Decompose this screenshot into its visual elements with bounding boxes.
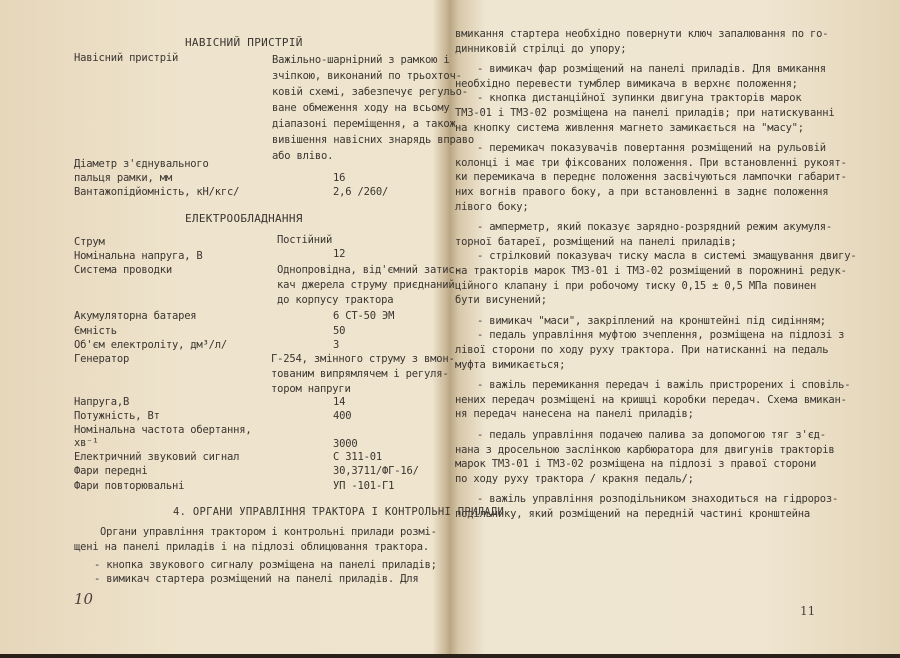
- right-text-line: бути висунений;: [455, 294, 547, 307]
- right-text-line: подільнику, який розміщений на передній частині кронштейна: [455, 508, 811, 520]
- bottom-shadow: [0, 654, 900, 658]
- spec-value: С 311-01: [333, 451, 382, 463]
- spec-label: Вантажопідйомність, кН/кгс/: [74, 186, 240, 198]
- page-number-left: 10: [74, 590, 94, 608]
- right-text-line: - вимикач "маси", закріплений на кронштейні під сидінням;: [477, 314, 826, 327]
- spec-value: 400: [333, 410, 352, 422]
- wiring-value-line: Однопровідна, від'ємний затис-: [277, 264, 461, 276]
- hinge-value-line: діапазоні переміщення, а також: [272, 118, 456, 130]
- generator-value-line: тованим випрямлячем і регуля-: [271, 368, 449, 380]
- wiring-value-line: до корпусу трактора: [277, 294, 394, 306]
- spec-label: Фари передні: [74, 465, 148, 477]
- right-text-line: - перемикач показувачів повертання розміщений на рульовій: [477, 142, 826, 155]
- spec-value: 50: [333, 325, 346, 337]
- spec-label: Потужність, Вт: [74, 410, 160, 422]
- right-text-line: вмикання стартера необхідно повернути ключ запалювання по го-: [455, 28, 829, 40]
- right-text-line: ки перемикача в переднє положення засвічуються лампочки габарит-: [455, 171, 847, 184]
- right-text-line: - педаль управління подачею палива за допомогою тяг з'єд-: [477, 429, 826, 441]
- right-text-line: лівого боку;: [455, 200, 529, 213]
- right-text-line: по ходу руху трактора / кракня педаль/;: [455, 472, 694, 485]
- hinge-value-line: або вліво.: [272, 150, 334, 162]
- page-number-right: 11: [800, 604, 816, 618]
- right-text-line: необхідно перевести тумблер вимикача в верхнє положення;: [455, 77, 798, 90]
- right-text-line: торної батареї, розміщений на панелі приладів;: [455, 235, 737, 248]
- right-text-line: ційного клапану і при робочому тиску 0,15 ± 0,5 МПа повинен: [455, 279, 817, 292]
- right-text-line: - вимикач фар розміщений на панелі приладів. Для вмикання: [477, 63, 826, 76]
- spec-label: Напруга,В: [74, 396, 130, 408]
- generator-value-line: тором напруги: [271, 383, 351, 395]
- spec-label: Генератор: [74, 353, 130, 365]
- spec-label: Діаметр з'єднувального: [74, 158, 209, 170]
- wiring-value-line: кач джерела струму приєднаний: [277, 279, 455, 291]
- electrical-heading: ЕЛЕКТРООБЛАДНАННЯ: [185, 212, 303, 225]
- spec-value: УП -101-Г1: [333, 480, 395, 492]
- spec-label: Електричний звуковий сигнал: [74, 451, 240, 463]
- right-text-line: муфта вимикається;: [455, 358, 566, 371]
- spec-value: 3: [333, 339, 340, 351]
- spec-label: Фари повторювальні: [74, 480, 185, 492]
- right-text-line: ня передач нанесена на панелі приладів;: [455, 408, 694, 421]
- hinge-value-line: ване обмеження ходу на всьому: [272, 102, 450, 114]
- controls-bullet: - кнопка звукового сигналу розміщена на панелі приладів;: [94, 559, 437, 571]
- spec-label: Акумуляторна батарея: [74, 310, 197, 322]
- right-text-line: нана з дросельною заслінкою карбюратора для двигунів тракторів: [455, 443, 835, 456]
- right-text-line: нених передач розміщені на кришці коробки передач. Схема вмикан-: [455, 393, 847, 406]
- right-text-line: - педаль управління муфтою зчеплення, розміщена на підлозі з: [477, 329, 845, 342]
- spec-label: Ємність: [74, 325, 117, 337]
- controls-heading: 4. ОРГАНИ УПРАВЛІННЯ ТРАКТОРА І КОНТРОЛЬНІ ПРИЛАДИ: [173, 506, 505, 518]
- hinge-heading: НАВІСНИЙ ПРИСТРІЙ: [185, 36, 303, 49]
- right-text-line: колонці і має три фіксованих положення. При встановленні рукоят-: [455, 156, 847, 169]
- spec-label: Номінальна частота обертання,: [74, 424, 252, 436]
- spec-label: Система проводки: [74, 264, 172, 276]
- spec-value: 30,3711/ФГ-16/: [333, 465, 419, 477]
- right-text-line: на кнопку система живлення магнето замикається на "масу";: [455, 121, 804, 134]
- right-text-line: ТМЗ-01 і ТМЗ-02 розміщена на панелі приладів; при натискуванні: [455, 107, 835, 119]
- hinge-label: Навісний пристрій: [74, 52, 179, 64]
- right-text-line: на тракторів марок ТМЗ-01 і ТМЗ-02 розміщений в порожнині редук-: [455, 265, 847, 277]
- right-text-line: динниковій стрілці до упору;: [455, 42, 627, 55]
- right-text-line: них вогнів правого боку, а при встановленні в заднє положення: [455, 186, 829, 198]
- spec-label: Номінальна напруга, В: [74, 250, 203, 262]
- spec-value: 16: [333, 172, 346, 184]
- spec-value: 14: [333, 396, 346, 408]
- spec-value: 2,6 /260/: [333, 186, 389, 198]
- right-text-line: - амперметр, який показує зарядно-розрядний режим акумуля-: [477, 221, 833, 234]
- right-text-line: лівої сторони по ходу руху трактора. При натисканні на педаль: [455, 344, 829, 356]
- hinge-value-line: зчіпкою, виконаний по трьохточ-: [272, 70, 462, 82]
- spec-value: 3000: [333, 438, 358, 450]
- generator-value-line: Г-254, змінного струму з вмон-: [271, 353, 455, 365]
- spec-label: хв⁻¹: [74, 437, 99, 449]
- right-text-line: - важіль управління розподільником знаходиться на гідророз-: [477, 493, 839, 506]
- spec-label: Струм: [74, 236, 105, 248]
- controls-intro-line: Органи управління трактором і контрольні прилади розмі-: [100, 526, 437, 538]
- hinge-value-line: ковій схемі, забезпечує регульо-: [272, 86, 468, 98]
- right-page: [455, 0, 900, 658]
- controls-bullet: - вимикач стартера розміщений на панелі приладів. Для: [94, 573, 419, 585]
- spec-label: пальця рамки, мм: [74, 172, 172, 184]
- spec-value: Постійний: [277, 234, 333, 246]
- spec-value: 12: [333, 248, 346, 260]
- spec-value: 6 СТ-50 ЭМ: [333, 310, 395, 322]
- hinge-value-line: Важільно-шарнірний з рамкою і: [272, 54, 450, 66]
- right-text-line: - кнопка дистанційної зупинки двигуна тракторів марок: [477, 92, 802, 105]
- right-text-line: - важіль перемикання передач і важіль пристрорених і сповіль-: [477, 379, 851, 392]
- right-text-line: марок ТМЗ-01 і ТМЗ-02 розміщена на підлозі з правої сторони: [455, 458, 817, 471]
- controls-intro-line: щені на панелі приладів і на підлозі облицювання трактора.: [74, 541, 430, 553]
- right-text-line: - стрілковий показувач тиску масла в системі змащування двигу-: [477, 250, 857, 263]
- hinge-value-line: вивішення навісних знарядь вправо: [272, 134, 475, 146]
- spec-label: Об'єм електроліту, дм³/л/: [74, 339, 228, 351]
